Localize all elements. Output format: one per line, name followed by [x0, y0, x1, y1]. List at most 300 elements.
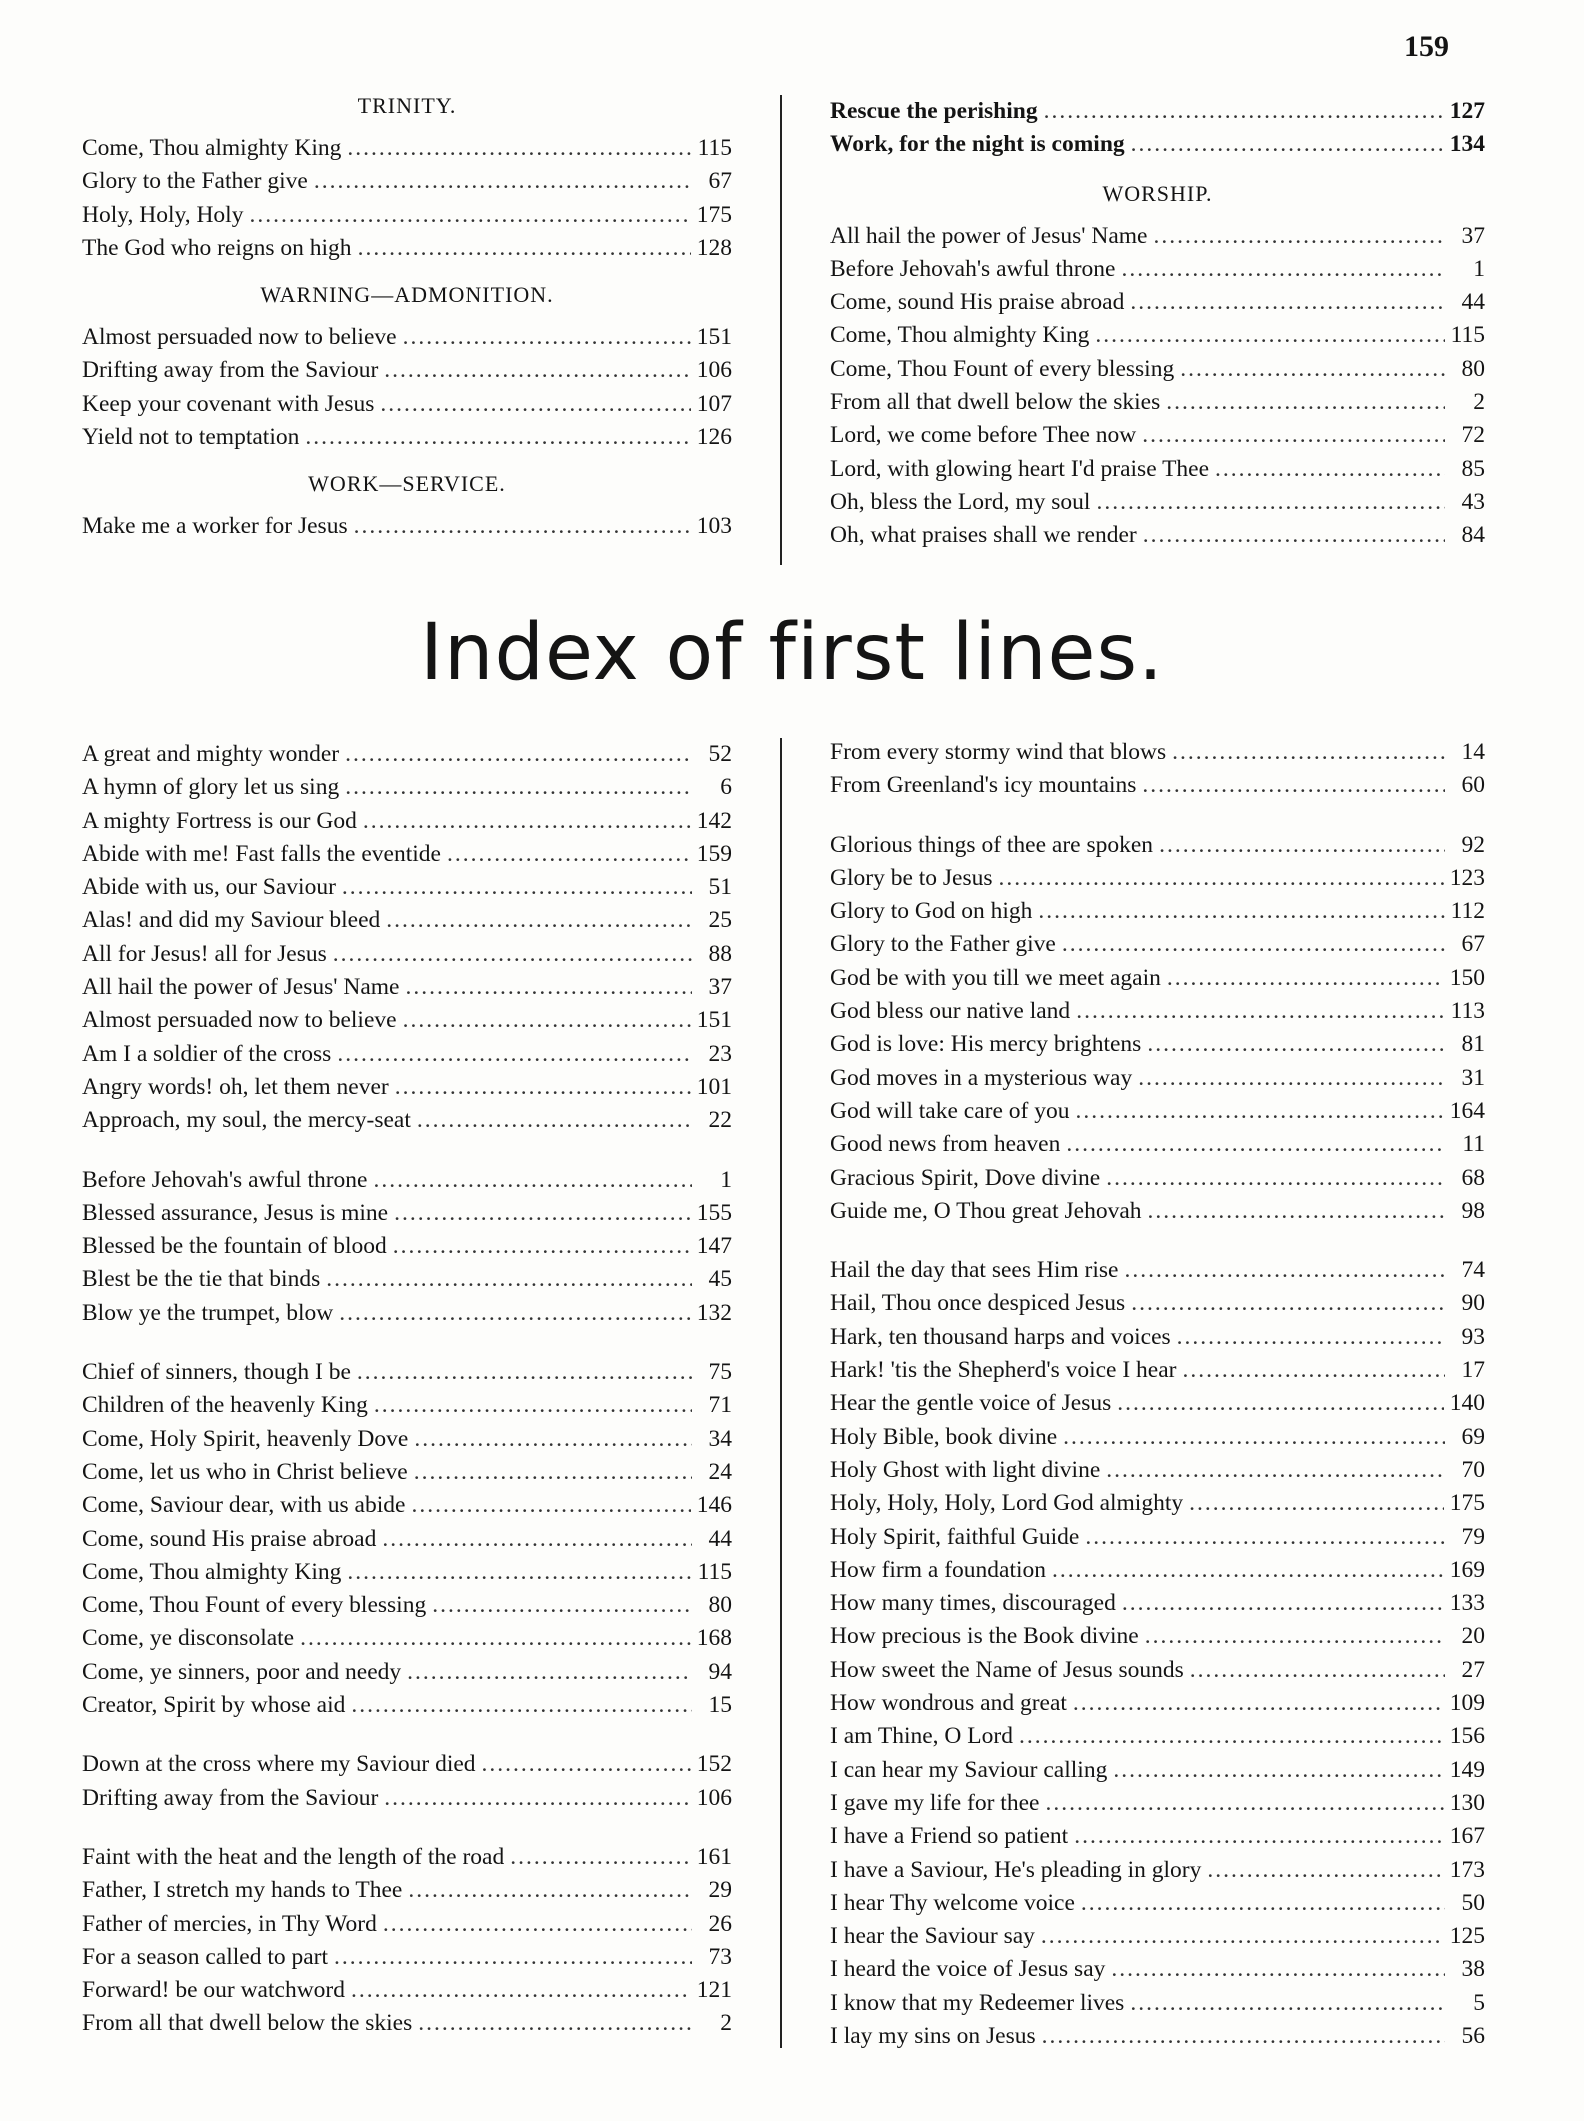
dot-leader — [1177, 1321, 1445, 1354]
hymn-number: 70 — [1461, 1456, 1485, 1483]
entry-title: I heard the voice of Jesus say — [830, 1956, 1106, 1983]
index-entry — [82, 1941, 732, 1974]
index-entry — [82, 1874, 732, 1907]
hymn-number: 20 — [1461, 1623, 1485, 1650]
entry-title: All for Jesus! all for Jesus — [82, 940, 327, 967]
dot-leader — [358, 232, 691, 265]
index-entry — [82, 1297, 732, 1330]
index-entry — [82, 1556, 732, 1589]
entry-title: Blest be the tie that binds — [82, 1266, 321, 1293]
entry-title: Approach, my soul, the mercy-seat — [82, 1107, 411, 1134]
entry-title: I lay my sins on Jesus — [830, 2022, 1036, 2049]
dot-leader — [406, 971, 693, 1004]
hymn-number: 168 — [696, 1625, 732, 1652]
dot-leader — [384, 354, 690, 387]
dot-leader — [351, 1974, 691, 2007]
hymn-number: 24 — [708, 1458, 732, 1485]
dot-leader — [1189, 1487, 1444, 1520]
hymn-number: 175 — [1449, 1490, 1485, 1517]
dot-leader — [374, 1389, 692, 1422]
hymn-number: 113 — [1450, 998, 1485, 1025]
entry-title: Holy Ghost with light divine — [830, 1456, 1101, 1483]
entry-title: For a season called to part — [82, 1943, 329, 1970]
first-lines-index-right — [830, 736, 1485, 2053]
entry-title: Hark, ten thousand harps and voices — [830, 1323, 1171, 1350]
hymn-number: 147 — [696, 1233, 732, 1260]
entry-title: Keep your covenant with Jesus — [82, 390, 375, 417]
entry-title: From all that dwell below the skies — [82, 2010, 413, 2037]
index-entry — [830, 1254, 1485, 1287]
entry-title: Chief of sinners, though I be — [82, 1359, 351, 1386]
index-entry — [830, 1287, 1485, 1320]
entry-title: Am I a soldier of the cross — [82, 1040, 332, 1067]
index-entry — [82, 1230, 732, 1263]
hymn-number: 152 — [696, 1751, 732, 1778]
hymn-number: 14 — [1461, 739, 1485, 765]
index-entry — [82, 321, 732, 354]
index-entry — [830, 1195, 1485, 1228]
hymn-number: 149 — [1449, 1756, 1485, 1783]
dot-leader — [363, 805, 691, 838]
dot-leader — [1076, 1095, 1444, 1128]
index-entry — [82, 388, 732, 421]
entry-title: Almost persuaded now to believe — [82, 324, 397, 351]
dot-leader — [345, 771, 692, 804]
hymn-number: 56 — [1461, 2022, 1485, 2049]
section-heading: WORSHIP. — [1102, 180, 1213, 206]
dot-leader — [1085, 1521, 1445, 1554]
hymn-number: 151 — [696, 1007, 732, 1034]
spacer — [82, 1330, 732, 1356]
index-entry — [82, 1104, 732, 1137]
spacer — [82, 454, 732, 468]
entry-title: Holy Bible, book divine — [830, 1423, 1058, 1450]
entry-title: Yield not to temptation — [82, 424, 300, 451]
index-entry — [82, 904, 732, 937]
index-entry — [830, 486, 1485, 519]
dot-leader — [334, 1941, 692, 1974]
hymn-number: 27 — [1461, 1656, 1485, 1683]
index-entry — [82, 1164, 732, 1197]
index-entry — [82, 1748, 732, 1781]
entry-title: All hail the power of Jesus' Name — [82, 974, 400, 1001]
dot-leader — [1142, 419, 1445, 452]
entry-title: Drifting away from the Saviour — [82, 1784, 379, 1811]
dot-leader — [1131, 128, 1444, 161]
entry-title: From Greenland's icy mountains — [830, 772, 1137, 799]
dot-leader — [300, 1622, 691, 1655]
dot-leader — [1113, 1754, 1443, 1787]
hymn-number: 133 — [1449, 1590, 1485, 1617]
entry-title: Glory be to Jesus — [830, 864, 993, 891]
hymn-number: 93 — [1461, 1323, 1485, 1350]
hymn-number: 112 — [1450, 898, 1485, 925]
hymn-number: 107 — [696, 390, 732, 417]
dot-leader — [347, 1556, 691, 1589]
entry-title: Come, Holy Spirit, heavenly Dove — [82, 1425, 409, 1452]
index-entry — [830, 769, 1485, 802]
entry-title: Father of mercies, in Thy Word — [82, 1910, 377, 1937]
section-heading: TRINITY. — [357, 93, 457, 118]
topical-index-left — [82, 90, 732, 544]
column-divider-top — [780, 95, 782, 565]
entry-title: Glory to the Father give — [830, 931, 1056, 958]
hymn-number: 2 — [1473, 389, 1485, 416]
dot-leader — [414, 1423, 692, 1456]
hymn-number: 80 — [1461, 355, 1485, 382]
entry-title: Abide with me! Fast falls the eventide — [82, 840, 441, 867]
entry-title: Come, let us who in Christ believe — [82, 1458, 408, 1485]
spacer — [830, 1228, 1485, 1254]
hymn-number: 31 — [1461, 1064, 1485, 1091]
entry-title: Blessed be the fountain of blood — [82, 1233, 387, 1260]
index-entry — [82, 1589, 732, 1622]
dot-leader — [1044, 95, 1444, 128]
entry-title: Come, Saviour dear, with us abide — [82, 1492, 406, 1519]
index-entry — [830, 1953, 1485, 1986]
hymn-number: 5 — [1473, 1989, 1485, 2016]
index-entry — [830, 220, 1485, 253]
hymn-number: 106 — [696, 1784, 732, 1811]
dot-leader — [314, 165, 692, 198]
dot-leader — [395, 1071, 691, 1104]
dot-leader — [1207, 1854, 1443, 1887]
index-entry — [830, 1854, 1485, 1887]
hymn-number: 128 — [696, 234, 732, 261]
entry-title: How sweet the Name of Jesus sounds — [830, 1656, 1184, 1683]
dot-leader — [1062, 928, 1445, 961]
hymn-number: 130 — [1449, 1789, 1485, 1816]
index-entry — [830, 1554, 1485, 1587]
index-entry — [82, 1071, 732, 1104]
dot-leader — [1215, 453, 1445, 486]
entry-title: Down at the cross where my Saviour died — [82, 1751, 476, 1778]
hymn-number: 69 — [1461, 1423, 1485, 1450]
entry-title: I gave my life for thee — [830, 1789, 1040, 1816]
entry-title: Holy, Holy, Holy — [82, 201, 244, 228]
index-entry — [830, 1587, 1485, 1620]
index-entry — [82, 421, 732, 454]
hymn-number: 11 — [1462, 1131, 1485, 1158]
dot-leader — [342, 871, 692, 904]
entry-title: Hear the gentle voice of Jesus — [830, 1390, 1112, 1417]
hymn-number: 75 — [708, 1359, 732, 1386]
entry-title: I hear the Saviour say — [830, 1923, 1035, 1950]
index-entry — [830, 1920, 1485, 1953]
dot-leader — [305, 421, 690, 454]
dot-leader — [1076, 995, 1444, 1028]
index-entry — [830, 1028, 1485, 1061]
dot-leader — [482, 1748, 691, 1781]
dot-leader — [1130, 1987, 1445, 2020]
hymn-number: 84 — [1461, 522, 1485, 549]
hymn-number: 81 — [1461, 1031, 1485, 1058]
hymn-number: 44 — [1461, 289, 1485, 316]
spacer — [82, 1138, 732, 1164]
entry-title: Come, Thou almighty King — [830, 322, 1090, 349]
entry-title: Faint with the heat and the length of the road — [82, 1843, 505, 1870]
dot-leader — [249, 199, 690, 232]
index-entry — [82, 199, 732, 232]
dot-leader — [999, 862, 1444, 895]
hymn-number: 37 — [708, 974, 732, 1001]
index-entry — [830, 1128, 1485, 1161]
dot-leader — [1138, 1062, 1445, 1095]
entry-title: Gracious Spirit, Dove divine — [830, 1164, 1101, 1191]
dot-leader — [1166, 386, 1445, 419]
entry-title: Before Jehovah's awful throne — [830, 255, 1116, 282]
entry-title: Work, for the night is coming — [830, 131, 1125, 158]
dot-leader — [1124, 1254, 1445, 1287]
index-entry — [82, 838, 732, 871]
hymn-number: 74 — [1461, 1257, 1485, 1284]
hymn-number: 22 — [708, 1107, 732, 1134]
index-entry — [82, 1782, 732, 1815]
dot-leader — [1122, 1587, 1444, 1620]
dot-leader — [380, 388, 690, 421]
hymn-number: 134 — [1449, 131, 1485, 158]
hymn-number: 80 — [708, 1592, 732, 1619]
entry-title: Come, Thou almighty King — [82, 1558, 342, 1585]
dot-leader — [1131, 1287, 1445, 1320]
hymn-number: 115 — [697, 1558, 732, 1585]
entry-title: All hail the power of Jesus' Name — [830, 222, 1148, 249]
hymn-number: 156 — [1449, 1723, 1485, 1750]
entry-title: Abide with us, our Saviour — [82, 874, 336, 901]
dot-leader — [1172, 736, 1445, 769]
index-entry — [830, 353, 1485, 386]
dot-leader — [337, 1038, 692, 1071]
entry-title: A great and mighty wonder — [82, 741, 340, 767]
entry-title: Oh, bless the Lord, my soul — [830, 488, 1091, 515]
dot-leader — [383, 1908, 692, 1941]
entry-title: God will take care of you — [830, 1097, 1070, 1124]
hymn-number: 164 — [1449, 1097, 1485, 1124]
hymn-number: 115 — [697, 135, 732, 161]
index-entry — [82, 1908, 732, 1941]
dot-leader — [1038, 895, 1444, 928]
spacer — [82, 265, 732, 279]
hymn-number: 52 — [708, 741, 732, 767]
hymn-number: 72 — [1461, 422, 1485, 449]
index-entry — [830, 1687, 1485, 1720]
hymn-number: 101 — [696, 1073, 732, 1100]
hymn-number: 79 — [1461, 1523, 1485, 1550]
index-entry — [830, 519, 1485, 552]
index-entry — [830, 1521, 1485, 1554]
index-entry — [82, 1423, 732, 1456]
dot-leader — [411, 1489, 690, 1522]
entry-title: Forward! be our watchword — [82, 1977, 345, 2004]
entry-title: How wondrous and great — [830, 1690, 1067, 1717]
index-entry — [830, 962, 1485, 995]
dot-leader — [1019, 1720, 1444, 1753]
dot-leader — [418, 2007, 692, 2040]
dot-leader — [1063, 1421, 1445, 1454]
index-entry — [830, 895, 1485, 928]
hymn-number: 67 — [1461, 931, 1485, 958]
index-entry — [82, 1004, 732, 1037]
entry-title: Lord, we come before Thee now — [830, 422, 1137, 449]
dot-leader — [1190, 1654, 1445, 1687]
index-entry — [830, 419, 1485, 452]
entry-title: Glorious things of thee are spoken — [830, 831, 1154, 858]
index-entry — [82, 1197, 732, 1230]
entry-title: Creator, Spirit by whose aid — [82, 1692, 346, 1719]
index-entry — [82, 771, 732, 804]
dot-leader — [1042, 2020, 1445, 2053]
hymn-number: 68 — [1461, 1164, 1485, 1191]
index-entry — [830, 1654, 1485, 1687]
dot-leader — [382, 1523, 692, 1556]
hymn-number: 73 — [708, 1943, 732, 1970]
dot-leader — [1106, 1454, 1445, 1487]
dot-leader — [1111, 1953, 1445, 1986]
dot-leader — [1159, 829, 1445, 862]
dot-leader — [1183, 1354, 1446, 1387]
hymn-number: 98 — [1461, 1197, 1485, 1224]
hymn-number: 26 — [708, 1910, 732, 1937]
index-entry — [830, 286, 1485, 319]
dot-leader — [374, 1164, 693, 1197]
topical-index-right — [830, 95, 1485, 553]
dot-leader — [326, 1263, 692, 1296]
dot-leader — [1106, 1162, 1445, 1195]
hymn-number: 115 — [1450, 322, 1485, 349]
dot-leader — [354, 510, 691, 543]
hymn-number: 15 — [708, 1692, 732, 1719]
hymn-number: 167 — [1449, 1823, 1485, 1850]
index-entry — [830, 1787, 1485, 1820]
hymn-number: 50 — [1461, 1889, 1485, 1916]
index-entry — [82, 1974, 732, 2007]
dot-leader — [1154, 220, 1446, 253]
entry-title: How firm a foundation — [830, 1556, 1047, 1583]
hymn-number: 1 — [1473, 255, 1485, 282]
index-entry — [830, 1421, 1485, 1454]
hymn-number: 146 — [696, 1492, 732, 1519]
entry-title: Come, Thou Fount of every blessing — [82, 1592, 427, 1619]
dot-leader — [1147, 1028, 1445, 1061]
hymn-number: 51 — [708, 874, 732, 901]
dot-leader — [1052, 1554, 1444, 1587]
hymn-number: 71 — [708, 1392, 732, 1419]
dot-leader — [447, 838, 691, 871]
dot-leader — [1041, 1920, 1444, 1953]
entry-title: Come, ye sinners, poor and needy — [82, 1658, 402, 1685]
hymn-number: 1 — [720, 1166, 732, 1193]
index-entry — [830, 736, 1485, 769]
dot-leader — [386, 904, 692, 937]
index-entry — [830, 319, 1485, 352]
entry-title: How many times, discouraged — [830, 1590, 1116, 1617]
index-entry — [830, 862, 1485, 895]
hymn-number: 106 — [696, 357, 732, 384]
entry-title: Alas! and did my Saviour bleed — [82, 907, 381, 934]
hymn-number: 37 — [1461, 222, 1485, 249]
hymn-number: 17 — [1461, 1357, 1485, 1384]
index-entry — [82, 1038, 732, 1071]
index-entry — [82, 1356, 732, 1389]
index-entry — [830, 2020, 1485, 2053]
entry-title: I hear Thy welcome voice — [830, 1889, 1075, 1916]
hymn-number: 155 — [696, 1199, 732, 1226]
index-entry — [830, 995, 1485, 1028]
dot-leader — [347, 132, 691, 165]
entry-title: I am Thine, O Lord — [830, 1723, 1013, 1750]
dot-leader — [1143, 519, 1445, 552]
index-entry — [82, 971, 732, 1004]
dot-leader — [1095, 319, 1444, 352]
spacer — [82, 1815, 732, 1841]
hymn-number: 88 — [708, 940, 732, 967]
hymn-number: 29 — [708, 1877, 732, 1904]
entry-title: Good news from heaven — [830, 1131, 1061, 1158]
hymn-number: 121 — [696, 1977, 732, 2004]
index-entry — [830, 1387, 1485, 1420]
dot-leader — [345, 738, 692, 771]
dot-leader — [1045, 1787, 1443, 1820]
hymn-number: 34 — [708, 1425, 732, 1452]
hymn-number: 90 — [1461, 1290, 1485, 1317]
dot-leader — [357, 1356, 692, 1389]
spacer — [82, 1722, 732, 1748]
hymn-number: 159 — [696, 840, 732, 867]
entry-title: I have a Saviour, He's pleading in glory — [830, 1856, 1202, 1883]
hymn-number: 127 — [1449, 98, 1485, 124]
index-entry — [82, 132, 732, 165]
dot-leader — [1167, 962, 1444, 995]
index-entry — [82, 1489, 732, 1522]
hymn-number: 85 — [1461, 455, 1485, 482]
page-number: 159 — [1404, 30, 1449, 63]
entry-title: I have a Friend so patient — [830, 1823, 1069, 1850]
index-entry — [830, 1354, 1485, 1387]
index-entry — [82, 354, 732, 387]
dot-leader — [393, 1230, 691, 1263]
entry-title: Glory to God on high — [830, 898, 1033, 925]
dot-leader — [1081, 1887, 1445, 1920]
index-entry — [82, 938, 732, 971]
dot-leader — [1096, 486, 1445, 519]
index-entry — [82, 1523, 732, 1556]
index-entry — [830, 1620, 1485, 1653]
index-entry — [82, 165, 732, 198]
entry-title: I know that my Redeemer lives — [830, 1989, 1125, 2016]
entry-title: Glory to the Father give — [82, 168, 308, 195]
dot-leader — [333, 938, 692, 971]
index-entry — [830, 829, 1485, 862]
entry-title: Angry words! oh, let them never — [82, 1073, 389, 1100]
entry-title: Blessed assurance, Jesus is mine — [82, 1199, 389, 1226]
index-entry — [830, 128, 1485, 161]
hymn-number: 2 — [720, 2010, 732, 2037]
index-entry — [82, 1389, 732, 1422]
hymn-number: 142 — [696, 807, 732, 834]
first-lines-index-left — [82, 738, 732, 2041]
entry-title: Children of the heavenly King — [82, 1392, 368, 1419]
entry-title: Come, sound His praise abroad — [82, 1525, 377, 1552]
index-entry — [830, 1987, 1485, 2020]
index-entry — [830, 253, 1485, 286]
index-entry — [82, 1622, 732, 1655]
hymn-number: 92 — [1461, 831, 1485, 858]
hymn-number: 173 — [1449, 1856, 1485, 1883]
index-entry — [830, 1095, 1485, 1128]
index-entry — [82, 871, 732, 904]
index-entry — [82, 510, 732, 543]
entry-title: Father, I stretch my hands to Thee — [82, 1877, 403, 1904]
